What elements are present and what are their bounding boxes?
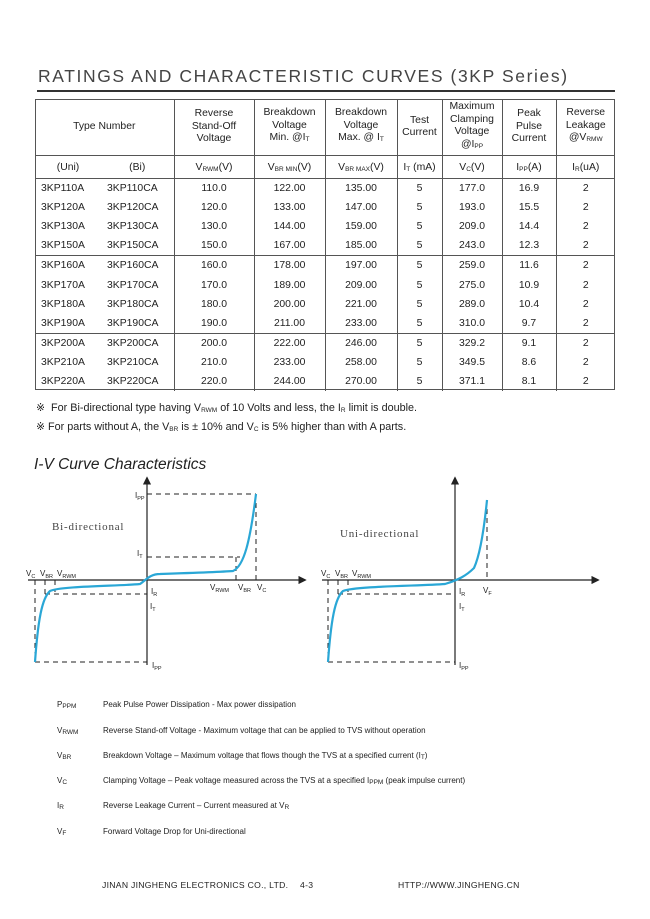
cell-vrwm: 150.0: [174, 236, 254, 256]
cell-vrwm: 210.0: [174, 353, 254, 372]
cell-vrwm: 170.0: [174, 275, 254, 294]
uni-vrwm-label: $V_{RWM}$: [352, 569, 371, 580]
cell-it: 5: [397, 198, 442, 217]
cell-uni: 3KP190A: [35, 314, 101, 334]
cell-vrwm: 180.0: [174, 295, 254, 314]
cell-vbr-min: 178.00: [254, 256, 325, 276]
cell-vbr-max: 147.00: [325, 198, 397, 217]
unit-vrwm: $V_{RWM}(V)$: [174, 156, 254, 179]
cell-uni: 3KP150A: [35, 236, 101, 256]
bi-vbr-right-label: $V_{BR}$: [238, 583, 251, 594]
table-row: [35, 217, 615, 236]
uni-directional-label: Uni-directional: [340, 528, 420, 540]
cell-ir: 2: [556, 217, 615, 236]
unit-it: $I_T$ (mA): [397, 156, 442, 179]
table-header-row: [35, 99, 615, 156]
cell-uni: 3KP120A: [41, 202, 85, 214]
cell-bi: 3KP190CA: [101, 314, 174, 334]
legend-symbol: $V_C$: [57, 776, 68, 786]
uni-it-label: $I_T$: [459, 602, 465, 613]
cell-uni: 3KP160A: [41, 260, 85, 272]
uni-curve: [328, 500, 487, 662]
cell-vc: 243.0: [442, 236, 502, 256]
cell-it: 5: [397, 372, 442, 391]
legend-symbol: $V_{BR}$: [57, 751, 72, 761]
cell-ir: 2: [556, 236, 615, 256]
unit-ipp: $I_{PP}(A)$: [502, 156, 556, 179]
cell-vrwm: 220.0: [174, 372, 254, 391]
page-title: RATINGS AND CHARACTERISTIC CURVES (3KP Series): [38, 66, 569, 86]
cell-it: 5: [397, 256, 442, 276]
cell-vbr-min: 244.00: [254, 372, 325, 391]
legend-symbol: $I_R$: [57, 801, 64, 811]
cell-vrwm: 160.0: [174, 256, 254, 276]
table-row: [35, 256, 615, 276]
iv-section-title: I-V Curve Characteristics: [34, 456, 207, 473]
legend-symbol: $P_{PPM}$: [57, 700, 77, 710]
cell-bi: 3KP210CA: [107, 356, 159, 368]
cell-it: 5: [397, 314, 442, 334]
footer-page-number: 4-3: [300, 880, 314, 890]
cell-vbr-min: 122.00: [254, 179, 325, 199]
uni-directional-chart: [321, 478, 598, 672]
cell-bi: 3KP120CA: [107, 202, 159, 214]
legend-description: Clamping Voltage – Peak voltage measured across the TVS at a specified $I_{PPM}$ (peak impulse current): [103, 776, 466, 786]
bi-vc-left-label: $V_C$: [26, 569, 36, 580]
bi-ipp-bottom-label: $I_{PP}$: [152, 661, 162, 672]
cell-uni: 3KP110A: [41, 183, 85, 195]
table-row: [35, 275, 615, 294]
cell-vc: 209.0: [442, 217, 502, 236]
cell-uni: 3KP170A: [41, 279, 85, 291]
cell-vbr-max: 135.00: [325, 179, 397, 199]
cell-vrwm: 110.0: [174, 179, 254, 199]
cell-uni: 3KP220A: [41, 375, 85, 387]
unit-uni: (Uni): [35, 156, 101, 179]
table-row: [35, 179, 615, 199]
table-row: [35, 372, 615, 391]
legend-description: Forward Voltage Drop for Uni-directional: [103, 827, 246, 836]
cell-ipp: 8.6: [502, 353, 556, 372]
unit-vbr-max: $V_{BR MAX}(V)$: [325, 156, 397, 179]
cell-ir: 2: [556, 295, 615, 314]
cell-ipp: 12.3: [502, 236, 556, 256]
title-underline: [37, 90, 615, 92]
cell-vbr-min: 144.00: [254, 217, 325, 236]
cell-bi: 3KP200CA: [107, 337, 159, 349]
table-row: [35, 333, 615, 353]
cell-uni: 3KP180A: [41, 298, 85, 310]
cell-vbr-min: 211.00: [254, 314, 325, 334]
bi-ir-label: $I_R$: [151, 587, 158, 598]
cell-vc: 371.1: [442, 372, 502, 391]
bi-vrwm-left-label: $V_{RWM}$: [57, 569, 76, 580]
uni-ir-label: $I_R$: [459, 587, 466, 598]
header-breakdown-min: Breakdown Voltage Min. $@I_T$: [254, 99, 325, 156]
cell-vbr-min: 222.00: [254, 333, 325, 353]
unit-bi: (Bi): [101, 156, 174, 179]
cell-ir: 2: [556, 353, 615, 372]
cell-bi: 3KP110CA: [107, 183, 158, 195]
cell-it: 5: [397, 353, 442, 372]
bi-directional-label: Bi-directional: [52, 521, 125, 533]
cell-it: 5: [397, 333, 442, 353]
ratings-table: [35, 99, 615, 391]
iv-curves-figure: [0, 470, 650, 680]
cell-vc: 310.0: [442, 314, 502, 334]
note-bidirectional: ※ For Bi-directional type having $V_{RWM}$ of 10 Volts and less, the $I_R$ limit is double.: [36, 402, 417, 414]
cell-vbr-max: 258.00: [325, 353, 397, 372]
legend-description: Breakdown Voltage – Maximum voltage that flows though the TVS at a specified current $(I_T)$: [103, 751, 428, 761]
cell-vc: 329.2: [442, 333, 502, 353]
cell-it: 5: [397, 217, 442, 236]
cell-vc: 349.5: [442, 353, 502, 372]
cell-vbr-min: 133.00: [254, 198, 325, 217]
header-reverse-standoff: Reverse Stand-Off Voltage: [174, 99, 254, 156]
cell-uni: 3KP130A: [41, 221, 85, 233]
legend-description: Reverse Stand-off Voltage - Maximum voltage that can be applied to TVS without operation: [103, 726, 426, 735]
header-breakdown-max: Breakdown Voltage Max. @ $I_T$: [325, 99, 397, 156]
cell-vbr-min: 167.00: [254, 236, 325, 256]
cell-ir: 2: [556, 333, 615, 353]
cell-ir: 2: [556, 256, 615, 276]
cell-vbr-max: 221.00: [325, 295, 397, 314]
cell-bi: 3KP150CA: [101, 236, 174, 256]
cell-bi: 3KP130CA: [107, 221, 159, 233]
header-test-current: Test Current: [397, 99, 442, 156]
table-row: [35, 198, 615, 217]
table-units-row: [35, 156, 615, 179]
cell-vbr-max: 197.00: [325, 256, 397, 276]
cell-ir: 2: [556, 198, 615, 217]
uni-guide-lines: [328, 500, 487, 662]
cell-ipp: 11.6: [502, 256, 556, 276]
table-body: [35, 179, 615, 392]
cell-ipp: 8.1: [502, 372, 556, 391]
header-peak-pulse: Peak Pulse Current: [502, 99, 556, 156]
cell-vbr-max: 270.00: [325, 372, 397, 391]
cell-vc: 259.0: [442, 256, 502, 276]
cell-vbr-min: 233.00: [254, 353, 325, 372]
footer-company: JINAN JINGHENG ELECTRONICS CO., LTD.: [102, 880, 289, 890]
note-without-a: ※ For parts without A, the $V_{BR}$ is ± 10% and $V_C$ is 5% higher than with A parts.: [36, 421, 407, 433]
bi-vbr-left-label: $V_{BR}$: [40, 569, 53, 580]
legend-description: Peak Pulse Power Dissipation - Max power dissipation: [103, 700, 296, 709]
legend-symbol: $V_F$: [57, 827, 67, 837]
cell-vc: 275.0: [442, 275, 502, 294]
cell-ipp: 9.7: [502, 314, 556, 334]
cell-ipp: 15.5: [502, 198, 556, 217]
cell-vc: 177.0: [442, 179, 502, 199]
cell-it: 5: [397, 275, 442, 294]
legend-symbol: $V_{RWM}$: [57, 726, 79, 736]
cell-ir: 2: [556, 314, 615, 334]
cell-vrwm: 120.0: [174, 198, 254, 217]
cell-bi: 3KP220CA: [107, 375, 159, 387]
bi-it-label: $I_T$: [137, 549, 143, 560]
cell-vbr-max: 159.00: [325, 217, 397, 236]
cell-ipp: 14.4: [502, 217, 556, 236]
cell-it: 5: [397, 236, 442, 256]
cell-ir: 2: [556, 179, 615, 199]
cell-ir: 2: [556, 372, 615, 391]
cell-it: 5: [397, 179, 442, 199]
header-max-clamping: Maximum Clamping Voltage $@I_{PP}$: [442, 99, 502, 156]
cell-bi: 3KP180CA: [107, 298, 159, 310]
cell-vc: 289.0: [442, 295, 502, 314]
bi-vc-right-label: $V_C$: [257, 583, 267, 594]
bi-vrwm-right-label: $V_{RWM}$: [210, 583, 229, 594]
table-row: [35, 236, 615, 256]
cell-vrwm: 200.0: [174, 333, 254, 353]
cell-bi: 3KP170CA: [107, 279, 159, 291]
cell-ipp: 10.4: [502, 295, 556, 314]
cell-ir: 2: [556, 275, 615, 294]
cell-it: 5: [397, 295, 442, 314]
uni-ipp-label: $I_{PP}$: [459, 661, 469, 672]
cell-ipp: 10.9: [502, 275, 556, 294]
table-row: [35, 314, 615, 334]
cell-vbr-min: 200.00: [254, 295, 325, 314]
table-row: [35, 295, 615, 314]
table-row: [35, 353, 615, 372]
cell-vbr-min: 189.00: [254, 275, 325, 294]
cell-ipp: 16.9: [502, 179, 556, 199]
cell-vbr-max: 209.00: [325, 275, 397, 294]
header-reverse-leakage: Reverse Leakage $@V_{RMW}$: [556, 99, 615, 156]
uni-vc-label: $V_C$: [321, 569, 331, 580]
unit-vc: $V_C(V)$: [442, 156, 502, 179]
bi-it-neg-label: $I_T$: [150, 602, 156, 613]
cell-uni: 3KP210A: [41, 356, 85, 368]
footer-url: HTTP://WWW.JINGHENG.CN: [398, 880, 520, 890]
legend-description: Reverse Leakage Current – Current measured at $V_R$: [103, 801, 290, 811]
cell-vbr-max: 233.00: [325, 314, 397, 334]
header-type-number: Type Number: [35, 99, 174, 156]
cell-uni: 3KP200A: [41, 337, 85, 349]
unit-vbr-min: $V_{BR MIN}(V)$: [254, 156, 325, 179]
bi-ipp-top-label: $I_{PP}$: [135, 491, 145, 502]
cell-vbr-max: 246.00: [325, 333, 397, 353]
cell-vrwm: 190.0: [174, 314, 254, 334]
uni-vf-label: $V_F$: [483, 586, 492, 597]
cell-vc: 193.0: [442, 198, 502, 217]
cell-bi: 3KP160CA: [107, 260, 159, 272]
uni-vbr-label: $V_{BR}$: [335, 569, 348, 580]
cell-ipp: 9.1: [502, 333, 556, 353]
unit-ir: $I_R(uA)$: [556, 156, 615, 179]
cell-vbr-max: 185.00: [325, 236, 397, 256]
cell-vrwm: 130.0: [174, 217, 254, 236]
bi-directional-chart: [26, 478, 305, 672]
